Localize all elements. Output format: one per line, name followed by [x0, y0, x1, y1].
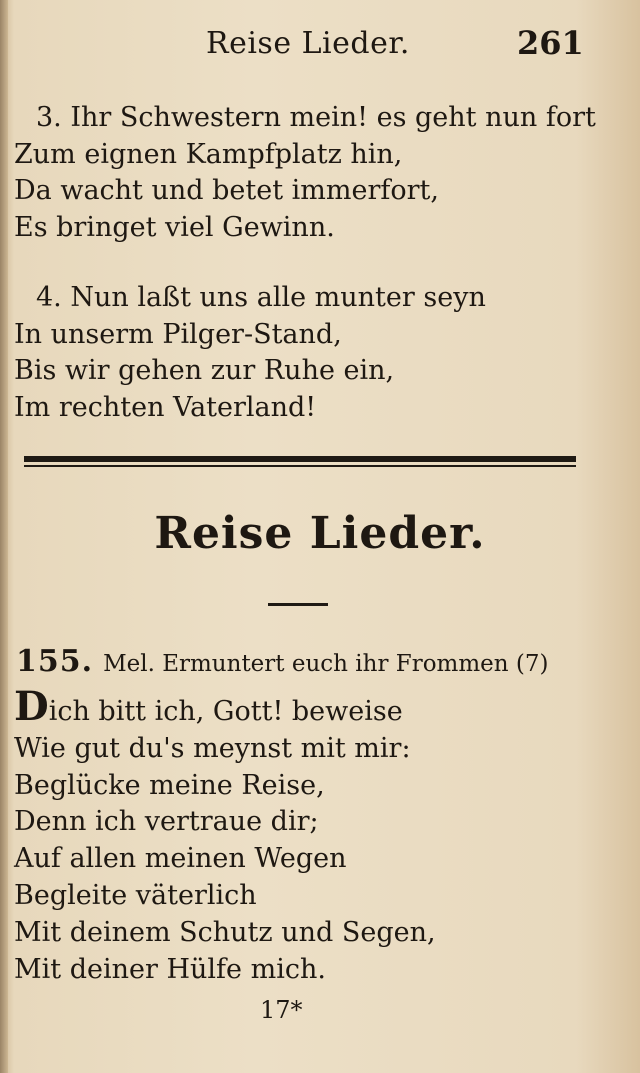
divider-thin-line	[24, 465, 576, 467]
stanza-line: Bis wir gehen zur Ruhe ein,	[14, 355, 395, 386]
hymn-melody: Mel. Ermuntert euch ihr Frommen (7)	[103, 651, 549, 677]
stanza-line: 4. Nun laßt uns alle munter seyn	[36, 282, 486, 313]
drop-cap: D	[14, 683, 49, 730]
section-divider	[24, 456, 576, 476]
stanza-3	[14, 100, 614, 246]
hymn-text	[14, 683, 614, 988]
hymn-number: 155.	[16, 644, 94, 679]
hymn-line: Auf allen meinen Wegen	[14, 843, 347, 875]
hymn-line: Denn ich vertraue dir;	[14, 806, 319, 838]
running-title: Reise Lieder.	[206, 26, 410, 61]
stanza-line: 3. Ihr Schwestern mein! es geht nun fort	[36, 102, 596, 133]
stanza-line: Da wacht und betet immerfort,	[14, 175, 439, 206]
hymn-line: Mit deiner Hülfe mich.	[14, 953, 326, 985]
stanza-line: Im rechten Vaterland!	[14, 391, 317, 423]
stanza-line: Es bringet viel Gewinn.	[14, 211, 335, 243]
first-line-rest: ich bitt ich, Gott! beweise	[48, 696, 403, 727]
short-divider	[268, 603, 328, 606]
hymn-line: Beglücke meine Reise,	[14, 769, 325, 801]
stanza-4	[14, 280, 614, 426]
hymn-line: Mit deinem Schutz und Segen,	[14, 916, 436, 948]
page-header	[0, 22, 640, 70]
stanza-line: In unserm Pilger-Stand,	[14, 318, 342, 350]
hymn-heading	[16, 644, 616, 679]
stanza-line: Zum eignen Kampfplatz hin,	[14, 138, 403, 170]
hymn-line: Wie gut du's meynst mit mir:	[14, 732, 411, 764]
page-number: 261	[517, 24, 584, 62]
divider-thick-line	[24, 456, 576, 462]
section-title: Reise Lieder.	[154, 508, 486, 559]
printer-signature: 17*	[260, 996, 303, 1024]
hymn-first-line	[14, 683, 614, 731]
hymn-line: Begleite väterlich	[14, 879, 257, 911]
